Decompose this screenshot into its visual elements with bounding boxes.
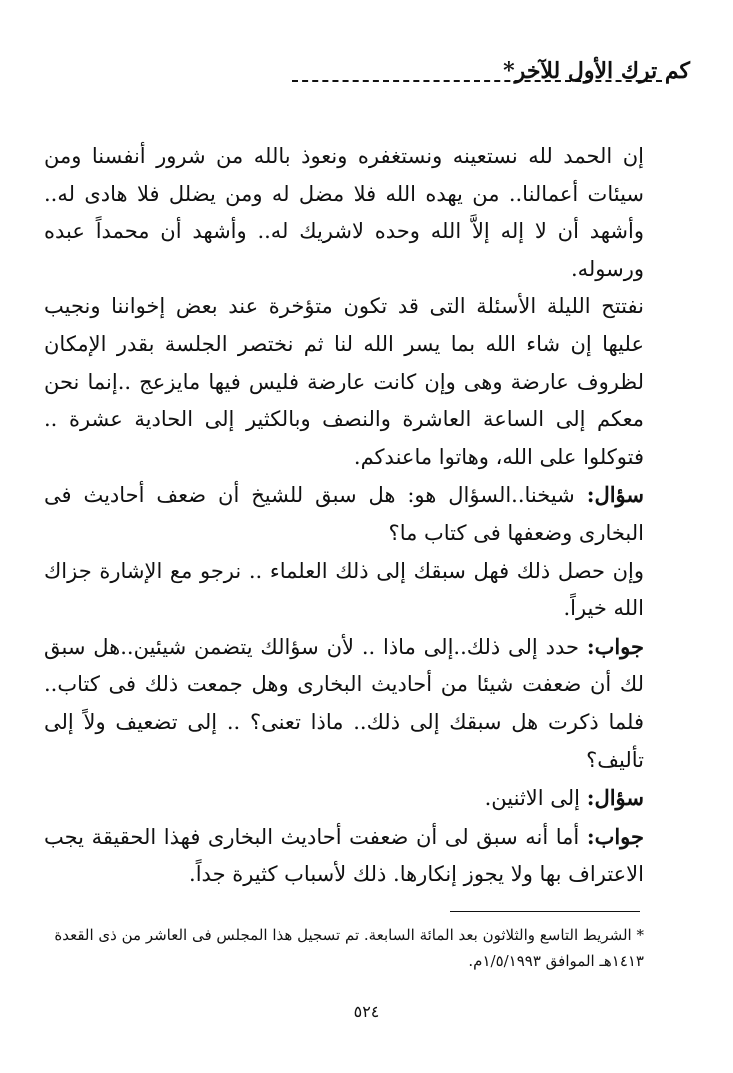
answer-paragraph bbox=[44, 818, 644, 894]
paragraph bbox=[44, 138, 644, 288]
question-label: سؤال: bbox=[586, 482, 644, 508]
paragraph-text: إن الحمد لله نستعينه ونستغفره ونعوذ بالله من شرور أنفسنا ومن سيئات أعمالنا.. من يهده الله فلا مضل له ومن يضلل فلا هادى له.. وأشهد أن لا إله إلاَّ الله وحده لاشريك له.. وأشهد أن محمداً عبده ورسوله. bbox=[44, 144, 644, 281]
paragraph-text: إلى الاثنين. bbox=[484, 786, 581, 811]
header-title: كم ترك الأول للآخر* bbox=[503, 58, 690, 84]
paragraph-text: وإن حصل ذلك فهل سبقك إلى ذلك العلماء .. نرجو مع الإشارة جزاك الله خيراً. bbox=[44, 558, 644, 621]
paragraph bbox=[44, 288, 644, 476]
running-header bbox=[30, 58, 690, 98]
answer-label: جواب: bbox=[586, 633, 644, 659]
footnote-separator bbox=[450, 911, 640, 912]
question-paragraph bbox=[44, 779, 644, 818]
paragraph-text: شيخنا..السؤال هو: هل سبق للشيخ أن ضعف أحاديث فى البخارى وضعفها فى كتاب ما؟ bbox=[44, 483, 644, 545]
header-dashed-rule bbox=[292, 80, 662, 82]
paragraph-text: حدد إلى ذلك..إلى ماذا .. لأن سؤالك يتضمن شيئين..هل سبق لك أن ضعفت شيئا من أحاديث البخارى وهل جمعت ذلك فى كتاب.. فلما ذكرت هل سبقك إلى ذلك.. ماذا تعنى؟ .. إلى تضعيف ولاً إلى تأليف؟ bbox=[44, 634, 644, 772]
footnote: * الشريط التاسع والثلاثون بعد المائة السابعة. تم تسجيل هذا المجلس فى العاشر من ذى القعدة ١٤١٣هـ الموافق ١/٥/١٩٩٣م. bbox=[54, 926, 644, 970]
page-number: ٥٢٤ bbox=[353, 1002, 380, 1021]
question-label: سؤال: bbox=[586, 785, 644, 811]
paragraph-text: نفتتح الليلة الأسئلة التى قد تكون متؤخرة عند بعض إخواننا ونجيب عليها إن شاء الله بما يسر الله لنا ثم نختصر الجلسة بقدر الإمكان لظروف عارضة وهى وإن كانت عارضة فليس فيها مايزعج ..إنما نحن معكم إلى الساعة العاشرة والنصف وبالكثير إلى الحادية عشرة .. فتوكلوا على الله، وهاتوا ماعندكم. bbox=[44, 294, 644, 469]
answer-paragraph bbox=[44, 628, 644, 779]
body-text bbox=[44, 138, 644, 894]
paragraph bbox=[44, 553, 644, 628]
answer-label: جواب: bbox=[586, 823, 645, 849]
question-paragraph bbox=[44, 476, 644, 552]
paragraph-text: أما أنه سبق لى أن ضعفت أحاديث البخارى فهذا الحقيقة يجب الاعتراف بها ولا يجوز إنكارها. ذلك لأسباب كثيرة جداً. bbox=[44, 824, 644, 887]
